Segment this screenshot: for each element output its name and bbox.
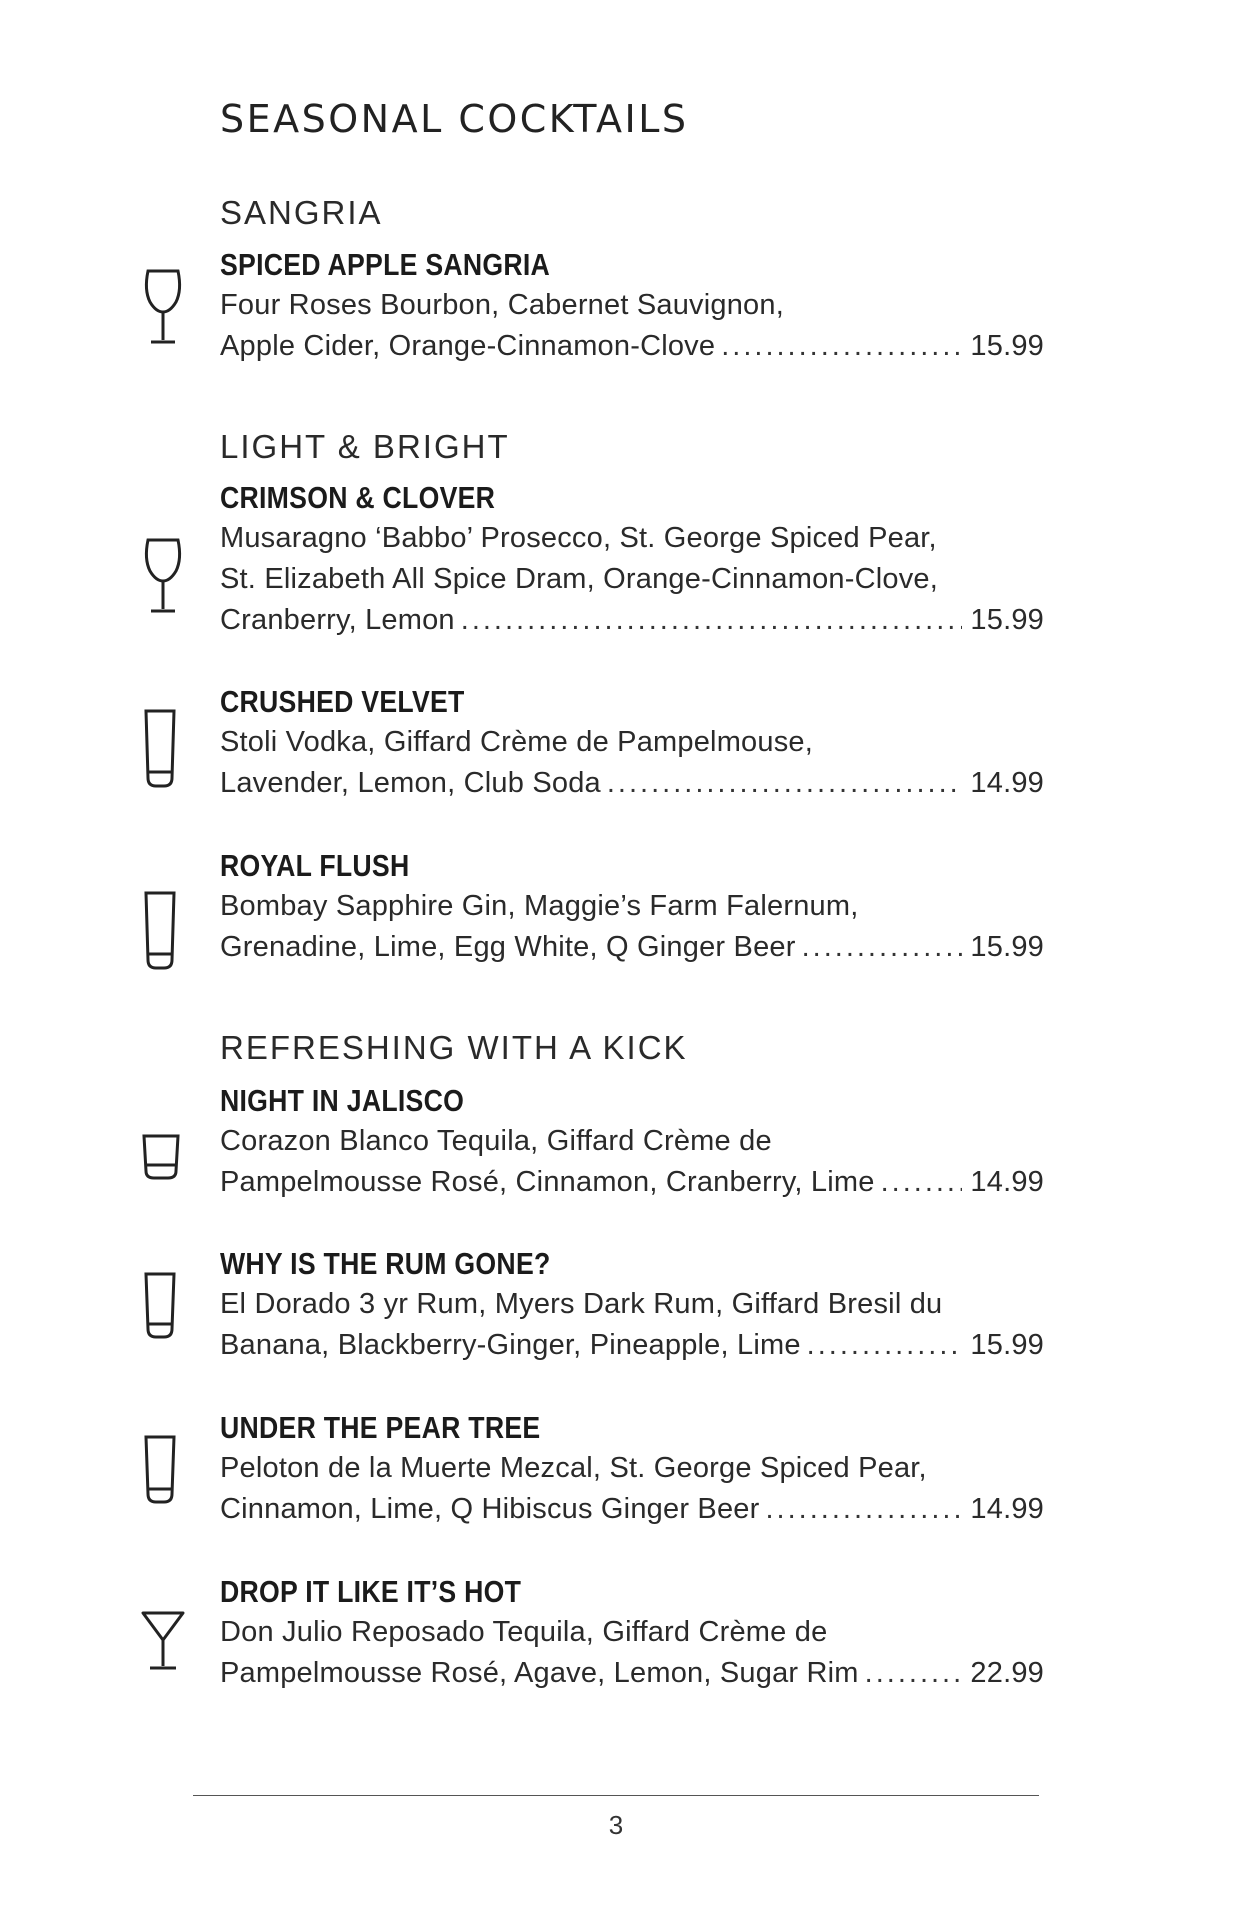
item-description-last: Lavender, Lemon, Club Soda bbox=[220, 767, 601, 799]
page-title: SEASONAL COCKTAILS bbox=[220, 97, 689, 141]
dot-leader bbox=[607, 763, 963, 804]
item-name: CRUSHED VELVET bbox=[220, 684, 465, 719]
item-price-line bbox=[220, 326, 1044, 367]
item-price: 14.99 bbox=[970, 1493, 1044, 1525]
item-price-line bbox=[220, 1162, 1044, 1203]
item-description-last: Banana, Blackberry-Ginger, Pineapple, Lime bbox=[220, 1329, 801, 1361]
item-price: 14.99 bbox=[970, 767, 1044, 799]
item-price: 15.99 bbox=[970, 604, 1044, 636]
dot-leader bbox=[765, 1489, 962, 1530]
dot-leader bbox=[461, 600, 963, 641]
item-description-last: Pampelmousse Rosé, Cinnamon, Cranberry, Lime bbox=[220, 1166, 875, 1198]
item-description: Stoli Vodka, Giffard Crème de Pampelmouse, bbox=[220, 726, 813, 758]
item-description: El Dorado 3 yr Rum, Myers Dark Rum, Giffard Bresil du bbox=[220, 1288, 943, 1320]
item-price: 15.99 bbox=[970, 931, 1044, 963]
item-description-last: Apple Cider, Orange-Cinnamon-Clove bbox=[220, 330, 716, 362]
wine-glass-icon bbox=[140, 268, 186, 348]
menu-item bbox=[220, 1571, 1044, 1694]
dot-leader bbox=[721, 326, 962, 367]
dot-leader bbox=[881, 1162, 963, 1203]
item-name: CRIMSON & CLOVER bbox=[220, 480, 496, 515]
menu-item bbox=[220, 681, 1044, 804]
item-description: Musaragno ‘Babbo’ Prosecco, St. George Spiced Pear, bbox=[220, 522, 937, 554]
item-name: ROYAL FLUSH bbox=[220, 848, 410, 883]
highball-glass-icon bbox=[140, 890, 180, 972]
rocks-glass-icon bbox=[140, 1133, 182, 1181]
item-description-last: Cranberry, Lemon bbox=[220, 604, 455, 636]
item-name: NIGHT IN JALISCO bbox=[220, 1083, 465, 1118]
menu-item bbox=[220, 1407, 1044, 1530]
item-price-line bbox=[220, 1489, 1044, 1530]
item-name: SPICED APPLE SANGRIA bbox=[220, 247, 551, 282]
menu-item bbox=[220, 1080, 1044, 1203]
page-number: 3 bbox=[608, 1810, 624, 1840]
martini-glass-icon bbox=[140, 1610, 186, 1672]
item-description-last: Cinnamon, Lime, Q Hibiscus Ginger Beer bbox=[220, 1493, 760, 1525]
item-name: DROP IT LIKE IT’S HOT bbox=[220, 1574, 522, 1609]
section-title-sangria: SANGRIA bbox=[220, 194, 383, 231]
item-name: UNDER THE PEAR TREE bbox=[220, 1410, 541, 1445]
item-description: Don Julio Reposado Tequila, Giffard Crème de bbox=[220, 1616, 828, 1648]
item-description: St. Elizabeth All Spice Dram, Orange-Cinnamon-Clove, bbox=[220, 563, 938, 595]
item-price: 15.99 bbox=[970, 330, 1044, 362]
highball-glass-icon bbox=[140, 1434, 180, 1506]
dot-leader bbox=[802, 927, 963, 968]
item-price-line bbox=[220, 927, 1044, 968]
item-price: 14.99 bbox=[970, 1166, 1044, 1198]
item-price: 15.99 bbox=[970, 1329, 1044, 1361]
section-title-refreshing-with-a-kick: REFRESHING WITH A KICK bbox=[220, 1029, 688, 1066]
item-description: Four Roses Bourbon, Cabernet Sauvignon, bbox=[220, 289, 784, 321]
section-title-light-bright: LIGHT & BRIGHT bbox=[220, 428, 510, 465]
menu-item bbox=[220, 244, 1044, 367]
item-description-last: Pampelmousse Rosé, Agave, Lemon, Sugar Rim bbox=[220, 1657, 859, 1689]
item-price-line bbox=[220, 1325, 1044, 1366]
item-price-line bbox=[220, 600, 1044, 641]
menu-item bbox=[220, 477, 1044, 641]
item-description: Peloton de la Muerte Mezcal, St. George Spiced Pear, bbox=[220, 1452, 927, 1484]
footer-divider bbox=[193, 1795, 1039, 1796]
highball-glass-icon bbox=[140, 1271, 180, 1341]
highball-glass-icon bbox=[140, 708, 180, 790]
item-description: Bombay Sapphire Gin, Maggie’s Farm Falernum, bbox=[220, 890, 859, 922]
item-price-line bbox=[220, 1653, 1044, 1694]
dot-leader bbox=[807, 1325, 963, 1366]
wine-glass-icon bbox=[140, 537, 186, 617]
dot-leader bbox=[865, 1653, 963, 1694]
menu-item bbox=[220, 845, 1044, 968]
item-price-line bbox=[220, 763, 1044, 804]
item-description-last: Grenadine, Lime, Egg White, Q Ginger Beer bbox=[220, 931, 796, 963]
item-name: WHY IS THE RUM GONE? bbox=[220, 1246, 551, 1281]
item-description: Corazon Blanco Tequila, Giffard Crème de bbox=[220, 1125, 772, 1157]
menu-item bbox=[220, 1243, 1044, 1366]
item-price: 22.99 bbox=[970, 1657, 1044, 1689]
